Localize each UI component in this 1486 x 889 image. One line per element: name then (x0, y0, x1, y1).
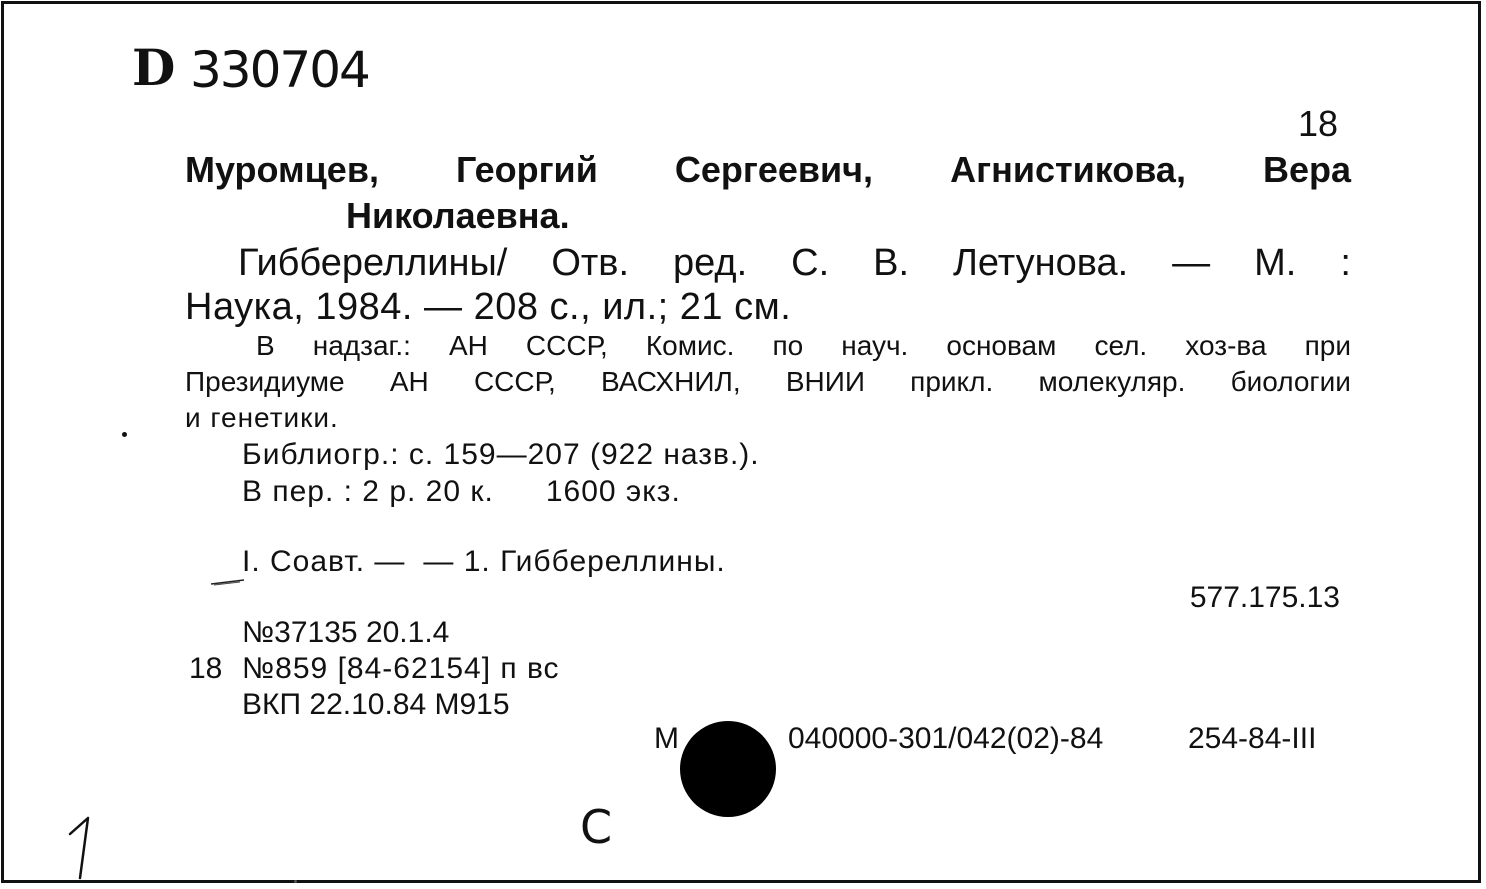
note-line-3: и генетики. (185, 402, 339, 433)
copies-count: 18 (1297, 103, 1338, 144)
note-word: основам (946, 330, 1057, 361)
author-word: Агнистикова, (950, 149, 1186, 190)
speck (294, 880, 297, 883)
note-word: Президиуме (185, 366, 345, 397)
title-word: : (1340, 242, 1351, 284)
title-word: С. (791, 242, 830, 284)
title-word: Отв. (551, 242, 630, 284)
note-word: хоз-ва (1185, 330, 1267, 361)
stamp-letter: D (132, 38, 174, 97)
note-word: молекуляр. (1038, 366, 1186, 397)
tracing-coauthor: I. Соавт. — (242, 545, 406, 578)
authors-line-1 (185, 148, 1351, 192)
note-word: сел. (1094, 330, 1148, 361)
print-run: 1600 экз. (545, 475, 681, 508)
corner-letter: С (580, 800, 613, 854)
note-word: В (256, 330, 275, 361)
catalog-card (1, 1, 1481, 883)
author-word: Георгий (455, 149, 598, 190)
udc-index: 577.175.13 (1189, 581, 1340, 614)
title-word: Летунова. (952, 242, 1129, 284)
tracing-subject: — 1. Гиббереллины. (423, 545, 726, 578)
note-word: науч. (841, 330, 909, 361)
author-word: Сергеевич, (674, 149, 874, 190)
registration-copies: 18 (189, 652, 223, 685)
registration-line-2: №859 [84-62154] п вс (242, 652, 560, 685)
note-word: биологии (1230, 366, 1351, 397)
title-word: В. (873, 242, 910, 284)
title-word: М. (1254, 242, 1297, 284)
note-word: АН (448, 330, 488, 361)
card-number: 254-84-III (1188, 722, 1317, 755)
punch-hole (680, 721, 776, 817)
publisher-code-prefix: М (654, 722, 679, 755)
note-word: Комис. (645, 330, 735, 361)
note-word: СССР, (525, 330, 608, 361)
handwritten-number (62, 812, 96, 882)
pencil-mark (210, 578, 246, 586)
publisher-code: 040000-301/042(02)-84 (788, 722, 1104, 755)
title-line-2: Наука, 1984. — 208 с., ил.; 21 см. (185, 286, 792, 328)
note-word: по (772, 330, 804, 361)
authors-line-2: Николаевна. (346, 195, 570, 236)
title-line-1 (238, 240, 1351, 286)
note-word: АН (389, 366, 429, 397)
note-word: при (1304, 330, 1351, 361)
note-line-2 (185, 365, 1351, 399)
ink-dot (122, 432, 127, 437)
registration-line-3: ВКП 22.10.84 М915 (242, 688, 510, 721)
note-word: ВАСХНИЛ, (600, 366, 741, 397)
note-line-1 (256, 329, 1351, 363)
title-word: Гиббереллины/ (238, 242, 508, 284)
price: В пер. : 2 р. 20 к. (242, 475, 494, 508)
note-word: ВНИИ (785, 366, 865, 397)
note-word: прикл. (910, 366, 994, 397)
bibliography-note: Библиогр.: с. 159—207 (922 назв.). (242, 438, 760, 471)
tracing-line (242, 544, 726, 580)
price-line (242, 474, 681, 510)
author-word: Муромцев, (185, 149, 379, 190)
title-word: — (1172, 242, 1211, 284)
inventory-number: 330704 (190, 41, 369, 99)
note-word: надзаг.: (312, 330, 411, 361)
note-word: СССР, (473, 366, 556, 397)
author-word: Вера (1262, 149, 1351, 190)
registration-line-1: №37135 20.1.4 (242, 616, 450, 649)
title-word: ред. (673, 242, 748, 284)
